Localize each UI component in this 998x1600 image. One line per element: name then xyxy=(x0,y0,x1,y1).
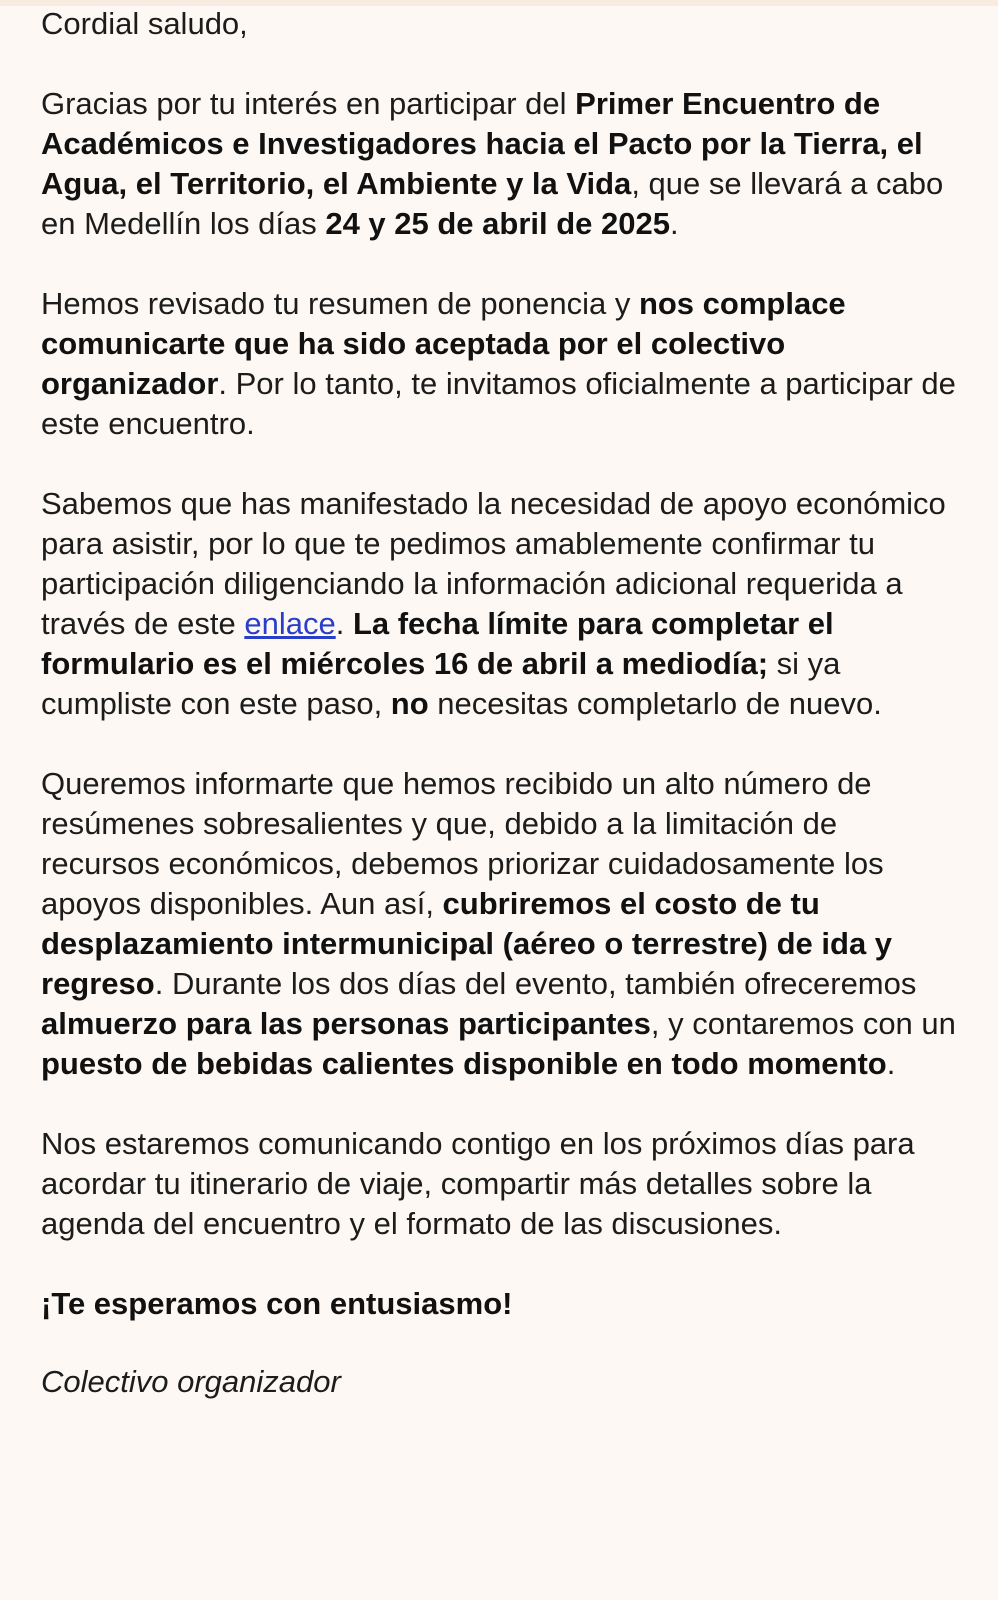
event-name: Primer Encuentro de Académicos e Investigadores hacia el Pacto por la Tierra, el Agua, el Territorio, el Ambiente y la Vida xyxy=(41,86,923,201)
email-body xyxy=(41,0,961,1442)
paragraph-confirmation xyxy=(41,484,961,724)
text: . xyxy=(886,1046,896,1081)
signature-text: Colectivo organizador xyxy=(41,1364,341,1399)
text: , y contaremos con un xyxy=(650,1006,956,1041)
closing xyxy=(41,1284,961,1324)
travel-coverage: cubriremos el costo de tu desplazamiento intermunicipal (aéreo o terrestre) de ida y regreso xyxy=(41,886,893,1001)
text: Hemos revisado tu resumen de ponencia y xyxy=(41,286,639,321)
text: si ya cumpliste con este paso, xyxy=(41,646,841,721)
text: Sabemos que has manifestado la necesidad de apoyo económico para asistir, por lo que te pedimos amablemente confirmar tu participación diligenciando la información adicional requerida a través de este xyxy=(41,486,946,641)
text: . Por lo tanto, te invitamos oficialmente a participar de este encuentro. xyxy=(41,366,956,441)
text: . Durante los dos días del evento, también ofreceremos xyxy=(154,966,917,1001)
lunch-notice: almuerzo para las personas participantes xyxy=(41,1006,651,1041)
paragraph-invitation xyxy=(41,84,961,244)
text: . xyxy=(335,606,353,641)
event-dates: 24 y 25 de abril de 2025 xyxy=(325,206,670,241)
signature xyxy=(41,1362,961,1402)
no-emphasis: no xyxy=(390,686,429,721)
paragraph-followup: Nos estaremos comunicando contigo en los próximos días para acordar tu itinerario de viaje, compartir más detalles sobre la agenda del encuentro y el formato de las discusiones. xyxy=(41,1126,915,1241)
drinks-notice: puesto de bebidas calientes disponible en todo momento xyxy=(41,1046,887,1081)
text: . xyxy=(670,206,679,241)
text: Gracias por tu interés en participar del xyxy=(41,86,576,121)
acceptance-notice: nos complace comunicarte que ha sido aceptada por el colectivo organizador xyxy=(41,286,846,401)
greeting: Cordial saludo, xyxy=(41,6,248,41)
text: , que se llevará a cabo en Medellín los días xyxy=(41,166,944,241)
form-link[interactable]: enlace xyxy=(244,606,336,641)
text: Queremos informarte que hemos recibido un alto número de resúmenes sobresalientes y que, debido a la limitación de recursos económicos, debemos priorizar cuidadosamente los apoyos disponibles. Aun así, xyxy=(41,766,884,921)
deadline-notice: La fecha límite para completar el formulario es el miércoles 16 de abril a mediodía; xyxy=(41,606,834,681)
paragraph-support xyxy=(41,764,961,1084)
closing-text: ¡Te esperamos con entusiasmo! xyxy=(41,1286,513,1321)
paragraph-acceptance xyxy=(41,284,961,444)
text: necesitas completarlo de nuevo. xyxy=(428,686,882,721)
